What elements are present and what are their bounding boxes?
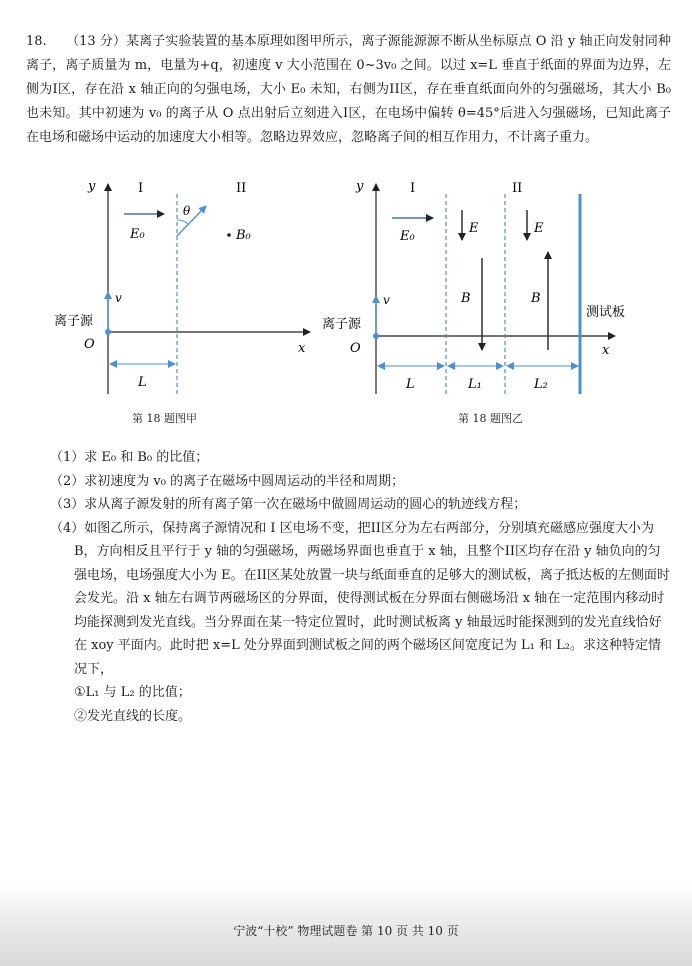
fig-b-l1-label: L₁ <box>468 377 482 392</box>
fig-a-angle-arc <box>177 220 188 224</box>
fig-a-v-label: v <box>115 291 122 305</box>
question-stem-block <box>26 30 671 150</box>
answer-part-1: ①L₁ 与 L₂ 的比值； <box>74 685 191 700</box>
fig-a-origin-label: O <box>84 337 95 352</box>
fig-b-region-1: I <box>410 181 416 196</box>
sub-question-1: （1）求 E₀ 和 B₀ 的比值； <box>50 450 209 465</box>
fig-b-region-2: II <box>512 181 523 196</box>
fig-b-plate-label: 测试板 <box>586 305 626 320</box>
fig-b-b-left-label: B <box>461 291 471 306</box>
page-footer: 宁波“十校” 物理试题卷 第 10 页 共 10 页 <box>233 924 459 938</box>
sub-question-3: （3）求从离子源发射的所有离子第一次在磁场中做圆周运动的圆心的轨迹线方程； <box>50 497 527 512</box>
fig-a-b-label: B₀ <box>236 228 251 243</box>
fig-b-b-right-label: B <box>531 291 541 306</box>
fig-a-angle-label: θ <box>183 204 191 218</box>
fig-b-caption: 第 18 题图乙 <box>458 412 523 425</box>
sub-question-4: （4）如图乙所示，保持离子源情况和 I 区电场不变，把II区分为左右两部分，分别填充磁感应强度大小为 B，方向相反且平行于 y 轴的匀强磁场，两磁场界面也垂直于 x 轴，且整个II区均存在沿 y 轴负向的匀强电场，电场强度大小为 E。在II区某处放置一块与纸面垂直的足够大的测试板，离子抵达板的左侧面时会发光。沿 x 轴左右调节两磁场区的分界面，使得测试板在分界面右侧磁场沿 x 轴在一定范围内移动时均能探测到发光直线。当分界面在某一特定位置时，此时测试板离 y 轴最远时能探测到的发光直线恰好在 xoy 平面内。此时把 x=L 处分界面到测试板之间的两个磁场区间宽度记为 L₁ 和 L₂。求这种特定情况下， <box>50 520 670 677</box>
figure-b <box>322 179 625 394</box>
fig-a-caption: 第 18 题图甲 <box>132 412 197 425</box>
fig-b-source-label: 离子源 <box>322 317 362 332</box>
fig-b-y-label: y <box>356 179 364 194</box>
fig-a-source-point <box>105 329 111 335</box>
fig-b-e0-label: E₀ <box>400 229 415 244</box>
fig-b-x-label: x <box>602 343 610 358</box>
figure-svg <box>48 172 648 432</box>
fig-a-e-label: E₀ <box>130 227 145 242</box>
fig-a-width-label: L <box>138 375 147 390</box>
sub-question-2: （2）求初速度为 v₀ 的离子在磁场中圆周运动的半径和周期； <box>50 473 405 489</box>
fig-b-l-label: L <box>406 377 415 392</box>
fig-a-source-label: 离子源 <box>54 314 94 329</box>
fig-b-origin-label: O <box>350 341 361 356</box>
fig-a-b-dot <box>227 233 231 237</box>
fig-a-region-1: I <box>138 181 144 196</box>
fig-b-source-point <box>373 333 379 339</box>
question-stem: 某离子实验装置的基本原理如图甲所示，离子源能源源不断从坐标原点 O 沿 y 轴正向发射同种离子，离子质量为 m，电量为+q，初速度 v 大小范围在 0~3v₀ 之间。以过 x=L 垂直于纸面的界面为边界，左侧为I区，存在沿 x 轴正向的匀强电场，大小 E₀ 未知，右侧为II区，存在垂直纸面向外的匀强磁场，其大小 B₀ 也未知。其中初速为 v₀ 的离子从 O 点出射后立刻进入I区，在电场中偏转 θ=45°后进入匀强磁场，已知此离子在电场和磁场中运动的加速度大小相等。忽略边界效应，忽略离子间的相互作用力，不计离子重力。 <box>26 34 671 145</box>
figures <box>48 172 648 436</box>
fig-a-velocity-arrow <box>177 206 206 236</box>
fig-a-x-label: x <box>298 341 306 356</box>
question-points: （13 分） <box>66 34 127 49</box>
fig-b-l2-label: L₂ <box>534 377 548 392</box>
sub-questions <box>50 446 672 728</box>
question-number: 18. <box>26 34 47 49</box>
answer-part-2: ②发光直线的长度。 <box>74 708 192 724</box>
figure-a <box>54 179 310 394</box>
fig-a-y-label: y <box>88 179 96 194</box>
fig-b-e-right-label: E <box>534 221 544 236</box>
fig-b-v-label: v <box>383 293 390 307</box>
fig-a-region-2: II <box>236 181 247 196</box>
fig-b-e-left-label: E <box>469 221 479 236</box>
